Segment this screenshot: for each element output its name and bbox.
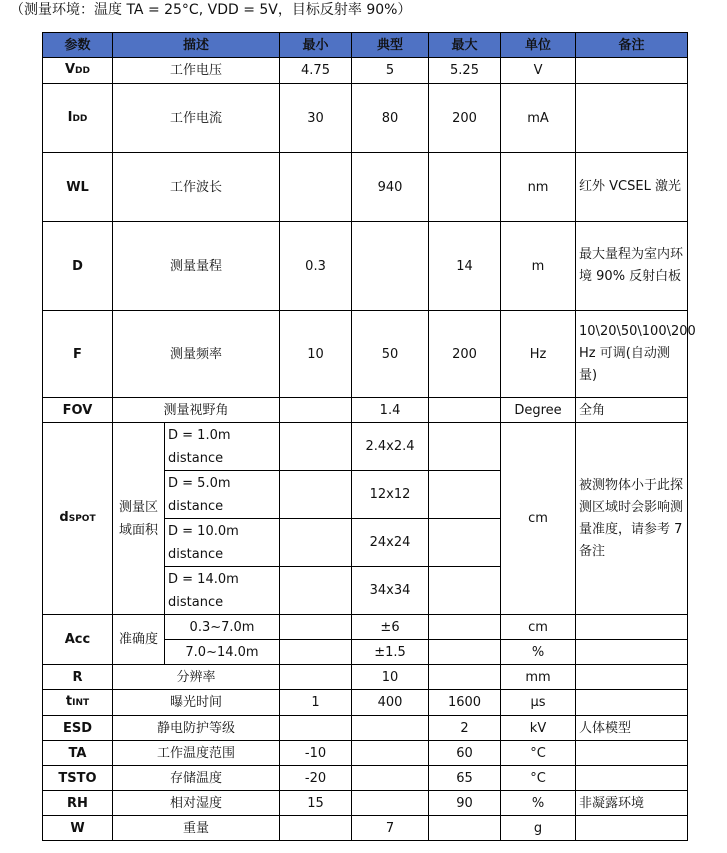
table-row [43,690,688,716]
typ-cell: 50 [352,311,429,398]
table-row [43,398,688,423]
note-cell: 10\20\50\100\200 Hz 可调(自动测量) [576,311,688,398]
param-cell: IDD [43,84,113,153]
param-cell: Acc [43,615,113,665]
table-row [43,766,688,791]
table-row [43,58,688,84]
max-cell: 200 [429,311,501,398]
desc-cell: 静电防护等级 [113,716,280,741]
table-row [43,153,688,222]
typ-cell: 400 [352,690,429,716]
table-row [43,741,688,766]
typ-cell: ±6 [352,615,429,640]
min-cell [280,716,352,741]
header-note: 备注 [576,33,688,58]
table-row [43,615,688,640]
unit-cell: % [501,640,576,665]
table-row [43,716,688,741]
condition-cell: D = 5.0m distance [165,471,280,519]
range-cell: 0.3~7.0m [165,615,280,640]
range-cell: 7.0~14.0m [165,640,280,665]
param-cell: dSPOT [43,423,113,615]
min-cell [280,665,352,690]
desc-cell: 相对湿度 [113,791,280,816]
max-cell: 65 [429,766,501,791]
typ-cell [352,791,429,816]
typ-cell: 940 [352,153,429,222]
desc-cell: 存储温度 [113,766,280,791]
desc-cell: 重量 [113,816,280,841]
max-cell [429,567,501,615]
param-cell: TA [43,741,113,766]
note-cell [576,58,688,84]
typ-cell [352,741,429,766]
typ-cell: 12x12 [352,471,429,519]
unit-cell: V [501,58,576,84]
max-cell [429,471,501,519]
param-cell: R [43,665,113,690]
param-cell: tINT [43,690,113,716]
desc-cell: 测量量程 [113,222,280,311]
min-cell [280,398,352,423]
param-cell: W [43,816,113,841]
unit-cell: cm [501,615,576,640]
note-cell: 非凝露环境 [576,791,688,816]
desc-cell: 测量视野角 [113,398,280,423]
typ-cell: 1.4 [352,398,429,423]
typ-cell: 5 [352,58,429,84]
table-row [43,222,688,311]
note-cell: 人体模型 [576,716,688,741]
param-cell: VDD [43,58,113,84]
max-cell [429,519,501,567]
note-cell [576,640,688,665]
condition-cell: D = 14.0m distance [165,567,280,615]
min-cell: 1 [280,690,352,716]
specification-table [42,32,696,841]
min-cell: 30 [280,84,352,153]
param-cell: RH [43,791,113,816]
note-cell [576,741,688,766]
unit-cell: nm [501,153,576,222]
min-cell: 4.75 [280,58,352,84]
note-cell: 全角 [576,398,688,423]
min-cell [280,567,352,615]
min-cell [280,153,352,222]
unit-cell: °C [501,741,576,766]
unit-cell: g [501,816,576,841]
max-cell [429,816,501,841]
note-cell: 红外 VCSEL 激光 [576,153,688,222]
min-cell [280,519,352,567]
typ-cell [352,222,429,311]
desc-cell: 准确度 [113,615,165,665]
header-unit: 单位 [501,33,576,58]
table-row [43,311,688,398]
header-param: 参数 [43,33,113,58]
note-cell: 最大量程为室内环境 90% 反射白板 [576,222,688,311]
note-cell [576,766,688,791]
max-cell: 60 [429,741,501,766]
min-cell: 15 [280,791,352,816]
unit-cell: µs [501,690,576,716]
table-header-row [43,33,688,58]
min-cell: -20 [280,766,352,791]
max-cell: 5.25 [429,58,501,84]
table-row [43,791,688,816]
max-cell [429,423,501,471]
unit-cell: m [501,222,576,311]
measurement-conditions-caption: （测量环境：温度 TA = 25°C, VDD = 5V，目标反射率 90%） [10,2,412,18]
unit-cell: °C [501,766,576,791]
min-cell [280,816,352,841]
condition-cell: D = 1.0m distance [165,423,280,471]
max-cell [429,615,501,640]
param-cell: ESD [43,716,113,741]
header-typ: 典型 [352,33,429,58]
note-cell [576,615,688,640]
table-row [43,84,688,153]
unit-cell: % [501,791,576,816]
note-cell [576,816,688,841]
note-cell [576,690,688,716]
table-row [43,665,688,690]
header-max: 最大 [429,33,501,58]
max-cell [429,640,501,665]
table-row [43,423,688,471]
typ-cell: 2.4x2.4 [352,423,429,471]
min-cell: 10 [280,311,352,398]
param-cell: FOV [43,398,113,423]
param-cell: F [43,311,113,398]
desc-cell: 分辨率 [113,665,280,690]
min-cell: 0.3 [280,222,352,311]
typ-cell: 10 [352,665,429,690]
desc-cell: 工作波长 [113,153,280,222]
min-cell [280,640,352,665]
desc-cell: 工作电压 [113,58,280,84]
max-cell [429,153,501,222]
desc-cell: 工作温度范围 [113,741,280,766]
unit-cell: cm [501,423,576,615]
note-cell [576,665,688,690]
unit-cell: kV [501,716,576,741]
desc-cell: 测量区域面积 [113,423,165,615]
note-cell: 被测物体小于此探测区域时会影响测量准度，请参考 7 备注 [576,423,688,615]
max-cell [429,398,501,423]
desc-cell: 曝光时间 [113,690,280,716]
typ-cell [352,716,429,741]
max-cell: 90 [429,791,501,816]
header-min: 最小 [280,33,352,58]
table-row [43,816,688,841]
max-cell: 1600 [429,690,501,716]
typ-cell: 7 [352,816,429,841]
max-cell: 14 [429,222,501,311]
unit-cell: mm [501,665,576,690]
param-cell: TSTO [43,766,113,791]
desc-cell: 测量频率 [113,311,280,398]
min-cell [280,615,352,640]
typ-cell [352,766,429,791]
note-cell [576,84,688,153]
unit-cell: Degree [501,398,576,423]
typ-cell: ±1.5 [352,640,429,665]
max-cell: 2 [429,716,501,741]
typ-cell: 34x34 [352,567,429,615]
unit-cell: mA [501,84,576,153]
min-cell: -10 [280,741,352,766]
typ-cell: 80 [352,84,429,153]
desc-cell: 工作电流 [113,84,280,153]
min-cell [280,423,352,471]
max-cell [429,665,501,690]
param-cell: D [43,222,113,311]
max-cell: 200 [429,84,501,153]
typ-cell: 24x24 [352,519,429,567]
header-desc: 描述 [113,33,280,58]
condition-cell: D = 10.0m distance [165,519,280,567]
min-cell [280,471,352,519]
unit-cell: Hz [501,311,576,398]
param-cell: WL [43,153,113,222]
